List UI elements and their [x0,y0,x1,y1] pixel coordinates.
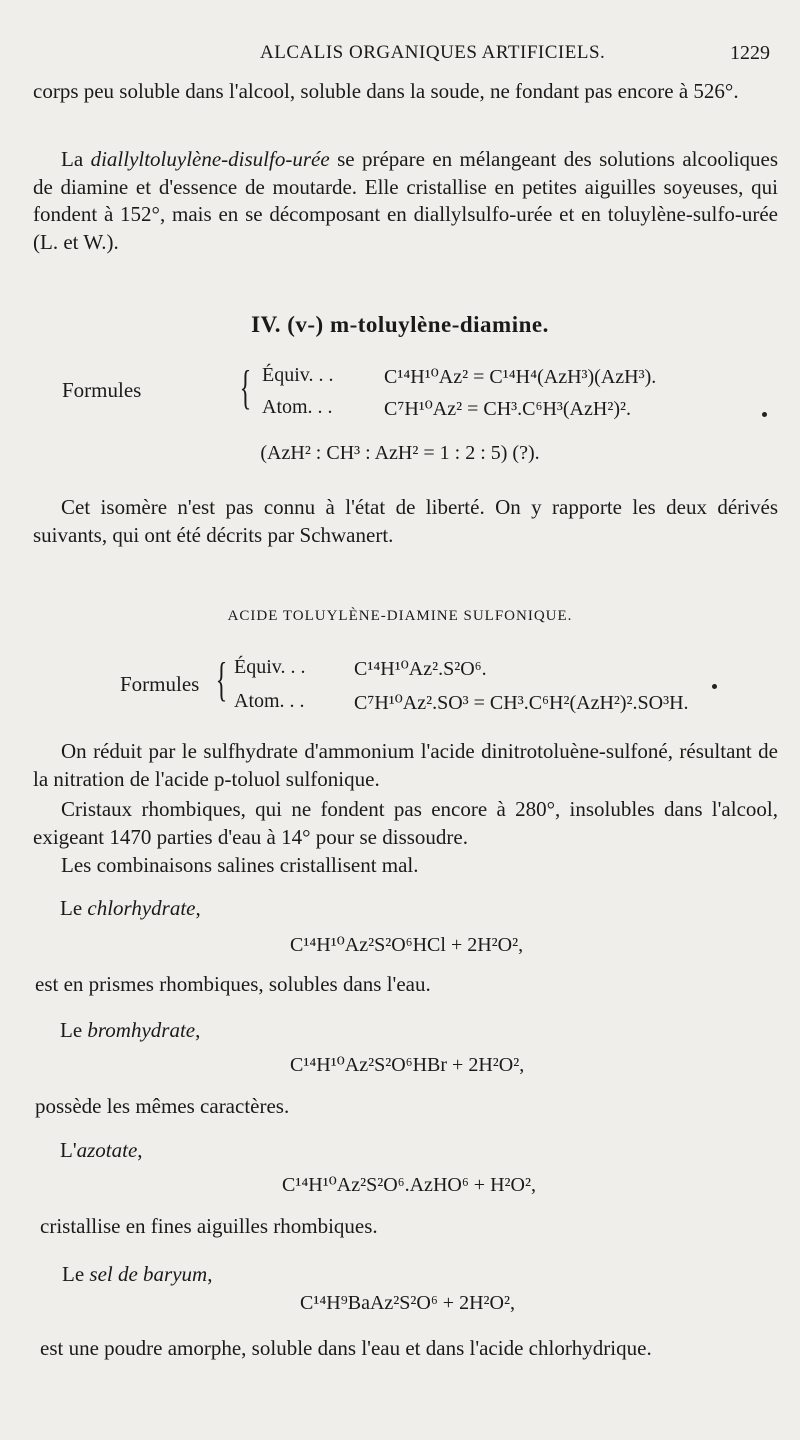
atom-label-2: Atom. . . [234,690,305,712]
section-title-acid: ACIDE TOLUYLÈNE-DIAMINE SULFONIQUE. [227,608,573,624]
paragraph-5: Cristaux rhombiques, qui ne fondent pas encore à 280°, insolubles dans l'alcool, exigeant 1470 parties d'eau à 14° pour se dissoudre. [33,797,778,849]
equiv-label-2: Équiv. . . [234,656,306,678]
chlorhydrate-heading: Le chlorhydrate, [60,896,201,920]
running-title: ALCALIS ORGANIQUES ARTIFICIELS. [260,42,606,63]
bromhydrate-formula: C¹⁴H¹⁰Az²S²O⁶HBr + 2H²O², [290,1054,525,1076]
bromhydrate-heading: Le bromhydrate, [60,1018,201,1042]
azotate-description: cristallise en fines aiguilles rhombiques. [40,1214,378,1238]
paragraph-4: On réduit par le sulfhydrate d'ammonium l'acide dinitrotoluène-sulfoné, résultant de la nitration de l'acide p-toluol sulfonique. [33,739,778,791]
azotate-heading: L'azotate, [60,1138,143,1162]
equiv-formula: C¹⁴H¹⁰Az² = C¹⁴H⁴(AzH³)(AzH³). [384,366,657,388]
equiv-formula-2: C¹⁴H¹⁰Az².S²O⁶. [354,658,487,680]
paragraph-2: La diallyltoluylène-disulfo-urée se prépare en mélangeant des solutions alcooliques de diamine et d'essence de moutarde. Elle cristallise en petites aiguilles soyeuses, qui fondent à 152°, mais en se décomposant en diallylsulfo-urée et en toluylène-sulfo-urée (L. et W.). [33,147,779,254]
bromhydrate-description: possède les mêmes caractères. [35,1094,290,1118]
baryum-description: est une poudre amorphe, soluble dans l'eau et dans l'acide chlorhydrique. [40,1336,652,1360]
formules-label: Formules [62,378,142,402]
compound-name: diallyltoluylène-disulfo-urée [90,147,330,171]
azotate-formula: C¹⁴H¹⁰Az²S²O⁶.AzHO⁶ + H²O², [282,1174,536,1196]
section-title-iv: IV. (v-) m-toluylène-diamine. [251,312,549,337]
atom-formula-2: C⁷H¹⁰Az².SO³ = CH³.C⁶H²(AzH²)².SO³H. [354,692,689,714]
paragraph-6: Les combinaisons salines cristallisent mal. [61,853,419,877]
print-speck [762,412,767,417]
paragraph-3: Cet isomère n'est pas connu à l'état de liberté. On y rapporte les deux dérivés suivants, qui ont été décrits par Schwanert. [33,495,778,547]
print-speck [712,684,717,689]
chlorhydrate-description: est en prismes rhombiques, solubles dans l'eau. [35,972,431,996]
formules-label-2: Formules [120,672,200,696]
baryum-heading: Le sel de baryum, [62,1262,213,1286]
ratio-formula: (AzH² : CH³ : AzH² = 1 : 2 : 5) (?). [260,442,540,464]
equiv-label: Équiv. . . [262,364,334,386]
baryum-formula: C¹⁴H⁹BaAz²S²O⁶ + 2H²O², [300,1292,515,1314]
brace-symbol: { [239,361,252,414]
atom-label: Atom. . . [262,396,333,418]
chlorhydrate-formula: C¹⁴H¹⁰Az²S²O⁶HCl + 2H²O², [290,934,524,956]
page-header [30,42,778,70]
paragraph-1: corps peu soluble dans l'alcool, soluble dans la soude, ne fondant pas encore à 526°. [33,79,739,103]
atom-formula: C⁷H¹⁰Az² = CH³.C⁶H³(AzH²)². [384,398,631,420]
page-number: 1229 [730,42,770,64]
brace-symbol-2: { [215,653,228,706]
